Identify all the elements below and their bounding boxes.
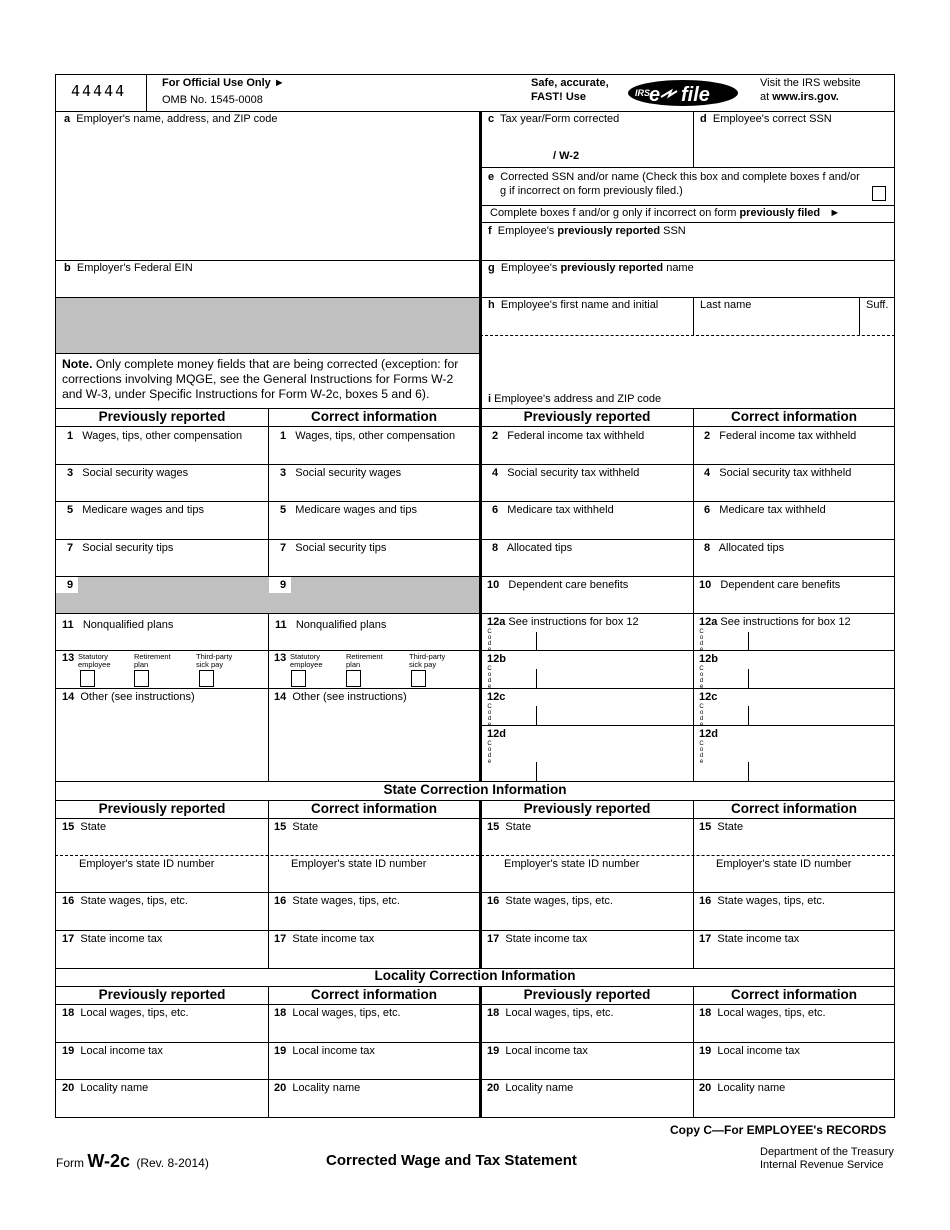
safe-label: Safe, accurate, xyxy=(531,77,609,89)
box17-corr-2[interactable]: 17 State income tax xyxy=(699,933,800,945)
state-id-corr-1[interactable]: Employer's state ID number xyxy=(291,858,427,870)
field-a-label[interactable]: a Employer's name, address, and ZIP code xyxy=(64,113,278,125)
box7-corr[interactable]: 7 Social security tips xyxy=(280,542,387,554)
thirdparty-label: Third-party sick pay xyxy=(409,652,446,669)
field-d-label[interactable]: d Employee's correct SSN xyxy=(700,113,832,125)
box18-prev-1[interactable]: 18 Local wages, tips, etc. xyxy=(62,1007,189,1019)
box2-corr[interactable]: 2 Federal income tax withheld xyxy=(704,430,857,442)
box18-corr-2[interactable]: 18 Local wages, tips, etc. xyxy=(699,1007,826,1019)
box18-prev-2[interactable]: 18 Local wages, tips, etc. xyxy=(487,1007,614,1019)
code-label: Code xyxy=(699,629,704,653)
field-c-value: / W-2 xyxy=(553,150,580,162)
field-i-label[interactable]: i Employee's address and ZIP code xyxy=(488,393,662,405)
field-h-label[interactable]: h Employee's first name and initial xyxy=(488,299,659,311)
box4-corr[interactable]: 4 Social security tax withheld xyxy=(704,467,852,479)
state-id-prev-1[interactable]: Employer's state ID number xyxy=(79,858,215,870)
box4-prev[interactable]: 4 Social security tax withheld xyxy=(492,467,640,479)
box19-prev-2[interactable]: 19 Local income tax xyxy=(487,1045,588,1057)
box9-prev: 9 xyxy=(67,579,74,591)
box19-prev-1[interactable]: 19 Local income tax xyxy=(62,1045,163,1057)
omb-number: OMB No. 1545-0008 xyxy=(162,94,263,106)
header-corr-1: Correct information xyxy=(310,409,437,424)
box16-prev-2[interactable]: 16 State wages, tips, etc. xyxy=(487,895,613,907)
box9-corr: 9 xyxy=(280,579,287,591)
suffix-label[interactable]: Suff. xyxy=(866,299,889,311)
visit-irs-line2: at www.irs.gov. xyxy=(760,91,839,103)
box18-corr-1[interactable]: 18 Local wages, tips, etc. xyxy=(274,1007,401,1019)
box16-corr-1[interactable]: 16 State wages, tips, etc. xyxy=(274,895,400,907)
state-header-prev-2: Previously reported xyxy=(523,801,651,816)
frame-right xyxy=(894,74,895,1117)
box16-prev-1[interactable]: 16 State wages, tips, etc. xyxy=(62,895,188,907)
box17-prev-1[interactable]: 17 State income tax xyxy=(62,933,163,945)
box10-prev[interactable]: 10 Dependent care benefits xyxy=(487,579,629,591)
code-label: Code xyxy=(699,704,704,728)
svg-text:IRS: IRS xyxy=(635,88,651,98)
header-corr-2: Correct information xyxy=(730,409,857,424)
form-title: Corrected Wage and Tax Statement xyxy=(326,1152,577,1169)
state-header-corr-2: Correct information xyxy=(730,801,857,816)
last-name-label[interactable]: Last name xyxy=(700,299,752,311)
efile-logo xyxy=(627,79,739,107)
code-label: Code xyxy=(487,666,492,690)
box20-corr-1[interactable]: 20 Locality name xyxy=(274,1082,361,1094)
box19-corr-1[interactable]: 19 Local income tax xyxy=(274,1045,375,1057)
copy-label: Copy C—For EMPLOYEE's RECORDS xyxy=(670,1123,887,1137)
box10-corr[interactable]: 10 Dependent care benefits xyxy=(699,579,841,591)
box14-corr[interactable]: 14 Other (see instructions) xyxy=(274,691,407,703)
retirement-checkbox-prev[interactable] xyxy=(134,670,149,687)
statutory-label: Statutory employee xyxy=(290,652,323,669)
svg-text:file: file xyxy=(681,84,710,106)
statutory-checkbox-prev[interactable] xyxy=(80,670,95,687)
code-label: Code xyxy=(487,629,492,653)
box17-prev-2[interactable]: 17 State income tax xyxy=(487,933,588,945)
locality-section-title: Locality Correction Information xyxy=(374,968,576,983)
state-id-prev-2[interactable]: Employer's state ID number xyxy=(504,858,640,870)
thirdparty-checkbox-prev[interactable] xyxy=(199,670,214,687)
box6-prev[interactable]: 6 Medicare tax withheld xyxy=(492,504,614,516)
box12a-prev[interactable]: 12a See instructions for box 12 xyxy=(487,616,639,628)
state-header-corr-1: Correct information xyxy=(310,801,437,816)
box7-prev[interactable]: 7 Social security tips xyxy=(67,542,174,554)
box12d-prev[interactable]: 12d xyxy=(487,728,506,740)
box12b-corr[interactable]: 12b xyxy=(699,653,718,665)
code-label: Code xyxy=(699,741,704,765)
box8-corr[interactable]: 8 Allocated tips xyxy=(704,542,785,554)
box6-corr[interactable]: 6 Medicare tax withheld xyxy=(704,504,826,516)
box15-corr-1[interactable]: 15 State xyxy=(274,821,319,833)
state-id-corr-2[interactable]: Employer's state ID number xyxy=(716,858,852,870)
code-label: Code xyxy=(487,704,492,728)
box14-prev[interactable]: 14 Other (see instructions) xyxy=(62,691,195,703)
svg-text:e: e xyxy=(649,84,661,106)
state-header-prev-1: Previously reported xyxy=(98,801,226,816)
complete-boxes-note: Complete boxes f and/or g only if incorrect on form previously filed ► xyxy=(490,207,841,219)
box20-prev-1[interactable]: 20 Locality name xyxy=(62,1082,149,1094)
box12b-prev[interactable]: 12b xyxy=(487,653,506,665)
statutory-checkbox-corr[interactable] xyxy=(291,670,306,687)
form-id: Form W-2c (Rev. 8-2014) xyxy=(56,1151,209,1171)
box1-prev[interactable]: 1 Wages, tips, other compensation xyxy=(67,430,243,442)
center-divider xyxy=(479,111,482,781)
field-e-label-2: g if incorrect on form previously filed.) xyxy=(500,185,683,197)
loc-header-corr-2: Correct information xyxy=(730,987,857,1002)
visit-irs-line1: Visit the IRS website xyxy=(760,77,861,89)
code-label: Code xyxy=(487,741,492,765)
loc-header-prev-1: Previously reported xyxy=(98,987,226,1002)
dept-line2: Internal Revenue Service xyxy=(760,1159,884,1171)
official-use-label: For Official Use Only ► xyxy=(162,77,285,89)
box13-corr: 13 xyxy=(274,652,287,664)
loc-header-prev-2: Previously reported xyxy=(523,987,651,1002)
box11-prev[interactable]: 11 Nonqualified plans xyxy=(62,619,174,631)
box15-prev-1[interactable]: 15 State xyxy=(62,821,107,833)
loc-header-corr-1: Correct information xyxy=(310,987,437,1002)
box3-prev[interactable]: 3 Social security wages xyxy=(67,467,189,479)
box17-corr-1[interactable]: 17 State income tax xyxy=(274,933,375,945)
state-section-title: State Correction Information xyxy=(383,782,567,797)
box15-prev-2[interactable]: 15 State xyxy=(487,821,532,833)
box19-corr-2[interactable]: 19 Local income tax xyxy=(699,1045,800,1057)
box15-corr-2[interactable]: 15 State xyxy=(699,821,744,833)
field-c-label[interactable]: c Tax year/Form corrected xyxy=(488,113,620,125)
corrected-ssn-checkbox[interactable] xyxy=(872,186,886,201)
box12a-corr[interactable]: 12a See instructions for box 12 xyxy=(699,616,851,628)
box20-prev-2[interactable]: 20 Locality name xyxy=(487,1082,574,1094)
field-b-label[interactable]: b Employer's Federal EIN xyxy=(64,262,193,274)
control-number: 44444 xyxy=(71,82,127,100)
box20-corr-2[interactable]: 20 Locality name xyxy=(699,1082,786,1094)
retirement-label: Retirement plan xyxy=(346,652,383,669)
box2-prev[interactable]: 2 Federal income tax withheld xyxy=(492,430,645,442)
box11-corr[interactable]: 11 Nonqualified plans xyxy=(275,619,387,631)
box5-corr[interactable]: 5 Medicare wages and tips xyxy=(280,504,417,516)
code-label: Code xyxy=(699,666,704,690)
retirement-checkbox-corr[interactable] xyxy=(346,670,361,687)
box13-prev: 13 xyxy=(62,652,75,664)
dept-line1: Department of the Treasury xyxy=(760,1146,894,1158)
box12c-prev[interactable]: 12c xyxy=(487,691,506,703)
thirdparty-checkbox-corr[interactable] xyxy=(411,670,426,687)
box8-prev[interactable]: 8 Allocated tips xyxy=(492,542,573,554)
field-f-label[interactable]: f Employee's previously reported SSN xyxy=(488,225,686,237)
frame-top xyxy=(55,74,895,75)
frame-bottom xyxy=(55,1117,895,1118)
header-prev-2: Previously reported xyxy=(523,409,651,424)
fast-label: FAST! Use xyxy=(531,91,587,103)
field-e-label: e Corrected SSN and/or name (Check this box and complete boxes f and/or xyxy=(488,171,860,183)
thirdparty-label: Third-party sick pay xyxy=(196,652,233,669)
header-prev-1: Previously reported xyxy=(98,409,226,424)
box3-corr[interactable]: 3 Social security wages xyxy=(280,467,402,479)
box12c-corr[interactable]: 12c xyxy=(699,691,718,703)
box1-corr[interactable]: 1 Wages, tips, other compensation xyxy=(280,430,456,442)
box5-prev[interactable]: 5 Medicare wages and tips xyxy=(67,504,204,516)
retirement-label: Retirement plan xyxy=(134,652,171,669)
statutory-label: Statutory employee xyxy=(78,652,111,669)
shaded-area xyxy=(56,298,479,353)
note-text: Note. Only complete money fields that are being corrected (exception: for corrections involving MQGE, see the General Instructions for Forms W-2 and W-3, under Specific Instructions for Form W-2c, boxes 5 and 6). xyxy=(62,357,459,401)
box16-corr-2[interactable]: 16 State wages, tips, etc. xyxy=(699,895,825,907)
field-g-label[interactable]: g Employee's previously reported name xyxy=(488,262,694,274)
box12d-corr[interactable]: 12d xyxy=(699,728,718,740)
